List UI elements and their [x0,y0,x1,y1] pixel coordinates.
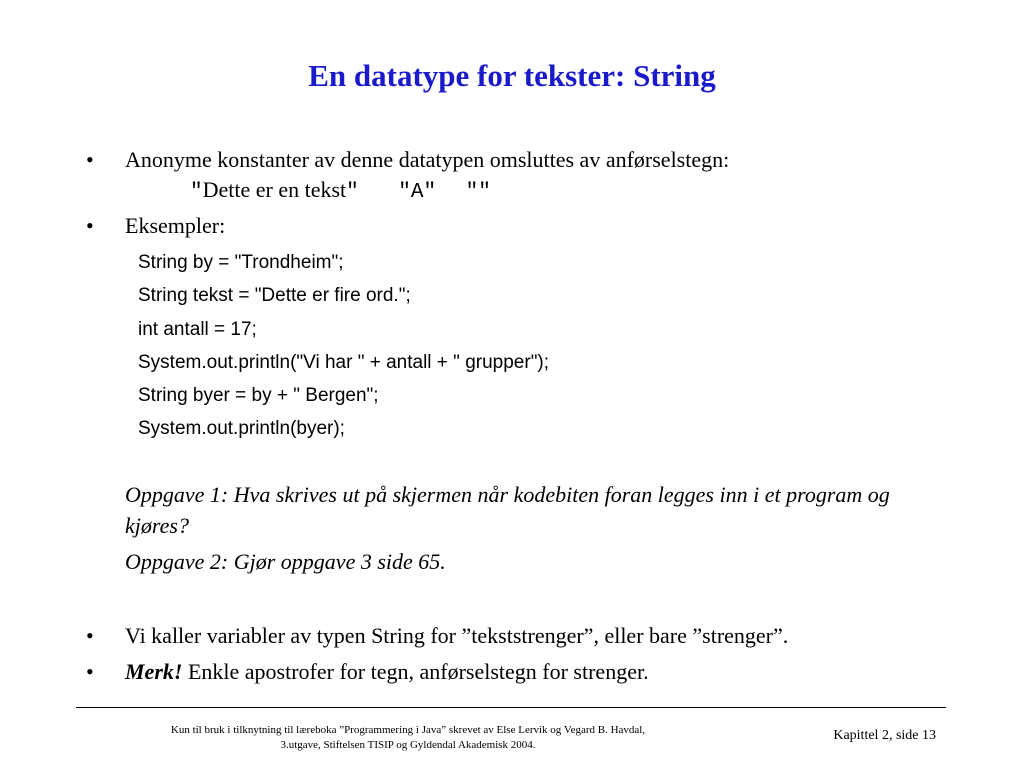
char-literal: "A" [398,181,437,204]
bullet-text-anonymous-constants: Anonyme konstanter av denne datatypen omsluttes av anførselstegn: [125,147,730,172]
footer-credit-line2: 3.utgave, Stiftelsen TISIP og Gyldendal Akademisk 2004. [280,739,536,751]
bullet-text-strings: Vi kaller variabler av typen String for ”tekststrenger”, eller bare ”strenger”. [125,623,789,648]
empty-literal: "" [465,181,491,204]
open-quote: " [190,181,203,204]
task-2: Oppgave 2: Gjør oppgave 3 side 65. [125,549,446,574]
code-line: String byer = by + " Bergen"; [138,385,379,406]
task-1: Oppgave 1: Hva skrives ut på skjermen når kodebiten foran legges inn i et program og kjøres? [125,482,890,538]
note-text: Enkle apostrofer for tegn, anførselstegn for strenger. [182,659,649,684]
code-line: String tekst = "Dette er fire ord."; [138,285,411,306]
text-literal: Dette er en tekst [202,177,347,202]
footer-divider [76,707,946,708]
bullet-text-note [125,658,649,686]
bullet-marker: • [86,623,94,648]
code-line: System.out.println(byer); [138,418,345,439]
bullet-marker: • [86,213,94,238]
code-line: System.out.println("Vi har " + antall + " grupper"); [138,352,550,373]
page-number: Kapittel 2, side 13 [833,728,936,743]
bullet-text-examples: Eksempler: [125,213,226,238]
string-literal-examples [190,176,491,207]
footer-credit-line1: Kun til bruk i tilknytning til læreboka ”Programmering i Java” skrevet av Else Lervik og Vegard B. Havdal, [170,724,646,736]
bullet-marker: • [86,659,94,684]
code-line: String by = "Trondheim"; [138,252,344,273]
bullet-marker: • [86,147,94,172]
close-quote: " [346,181,359,204]
slide-title: En datatype for tekster: String [308,58,716,93]
note-emphasis: Merk! [125,659,183,684]
code-line: int antall = 17; [138,319,257,340]
footer-credit [150,723,666,753]
